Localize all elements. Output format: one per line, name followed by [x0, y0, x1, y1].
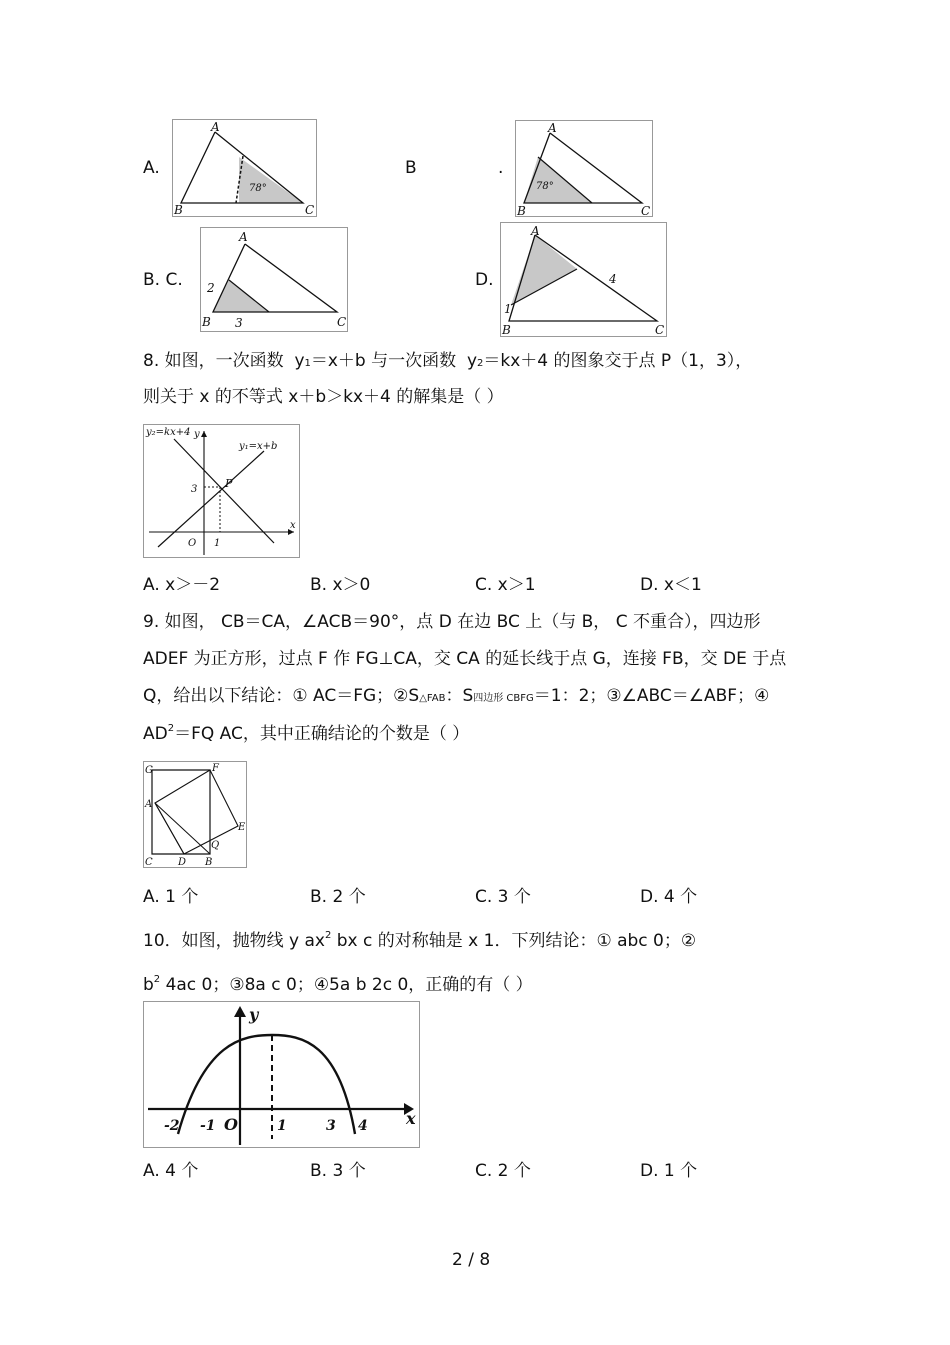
page-number: 2 / 8	[452, 1250, 491, 1270]
q7a-label-c: C	[305, 203, 315, 216]
q10-line-2: $b^2$ 4ac 0；③8a c 0；④5a b 2c 0，正确的有（ ）	[143, 974, 533, 995]
q7b-label-a: A	[548, 121, 557, 135]
q7b-label-c: C	[641, 204, 651, 216]
q7d-label-a: A	[531, 224, 540, 238]
q8-option-b: B. x＞0	[310, 575, 371, 595]
q10-fig-label-x: x	[406, 1109, 416, 1128]
q7c-num-2: 2	[207, 281, 215, 295]
q7b-angle: 78°	[536, 181, 554, 192]
q7-option-c-label: B. C.	[143, 270, 183, 290]
q8-line-1: 8. 如图，一次函数 y1＝x＋b 与一次函数 y2＝kx＋4 的图象交于点 P（1，3），	[143, 351, 753, 371]
q9-option-c: C. 3 个	[475, 887, 531, 907]
q7d-label-c: C	[655, 323, 665, 336]
q8-fig-label-3: 3	[191, 484, 198, 495]
q7d-num-4: 4	[609, 272, 617, 286]
q7-figure-b	[515, 120, 653, 217]
q7a-angle: 78°	[249, 183, 267, 194]
q10-fig-label-minus2: -2	[164, 1118, 180, 1134]
q9-fig-label-f: F	[212, 763, 219, 774]
q9-option-a: A. 1 个	[143, 887, 199, 907]
q10-fig-label-y: y	[249, 1005, 259, 1024]
q10-fig-label-minus1: -1	[200, 1118, 216, 1134]
q7d-label-b: B	[502, 323, 511, 336]
q7-figure-c	[200, 227, 348, 332]
q10-fig-label-o: O	[224, 1115, 238, 1134]
q9-fig-label-d: D	[178, 857, 187, 867]
q8-fig-label-y: y	[194, 429, 200, 440]
q9-fig-label-g: G	[145, 765, 153, 776]
q9-option-d: D. 4 个	[640, 887, 698, 907]
q7c-num-3: 3	[235, 316, 243, 330]
q8-fig-label-y1: y₁=x+b	[239, 441, 278, 452]
q8-fig-label-x: x	[290, 520, 296, 531]
q7b-label-b: B	[517, 204, 526, 216]
q10-option-a: A. 4 个	[143, 1161, 199, 1181]
q10-option-c: C. 2 个	[475, 1161, 531, 1181]
q9-fig-label-b: B	[205, 857, 213, 867]
q7-option-d-label: D.	[475, 270, 494, 290]
q8-option-a: A. x＞－2	[143, 575, 221, 595]
q10-option-d: D. 1 个	[640, 1161, 698, 1181]
q7a-label-a: A	[211, 120, 220, 134]
q10-fig-label-1: 1	[277, 1118, 287, 1134]
q7-option-b-dot: .	[498, 158, 504, 178]
q9-line-4: $AD^2=FQ$ AC，其中正确结论的个数是（ ）	[143, 723, 470, 744]
q9-line-2: ADEF 为正方形，过点 F 作 FG⊥CA，交 CA 的延长线于点 G，连接 FB，交 DE 于点	[143, 649, 787, 669]
q8-fig-label-1: 1	[214, 538, 221, 549]
q9-option-b: B. 2 个	[310, 887, 366, 907]
q9-figure	[143, 761, 247, 868]
q10-option-b: B. 3 个	[310, 1161, 366, 1181]
q7-option-b-label: B	[405, 158, 417, 178]
q9-line-3: Q，给出以下结论：① AC＝FG；②S△FAB：S四边形 CBFG＝1：2；③∠ABC＝∠ABF；④	[143, 686, 770, 706]
q7-figure-d	[500, 222, 667, 337]
q8-option-c: C. x＞1	[475, 575, 536, 595]
q7a-label-b: B	[174, 203, 183, 216]
q7-option-a-label: A.	[143, 158, 160, 178]
q8-fig-label-y2: y₂=kx+4	[146, 427, 191, 438]
q9-fig-label-a: A	[145, 799, 153, 810]
q7c-label-a: A	[239, 230, 248, 244]
q9-fig-label-e: E	[238, 822, 246, 833]
q8-fig-label-o: O	[188, 538, 197, 549]
q10-figure	[143, 1001, 420, 1148]
q7c-label-b: B	[202, 315, 211, 329]
q8-option-d: D. x＜1	[640, 575, 702, 595]
q8-line-2: 则关于 x 的不等式 x＋b＞kx＋4 的解集是（ ）	[143, 387, 504, 407]
q8-figure	[143, 424, 300, 558]
q9-fig-label-c: C	[145, 857, 153, 867]
q9-line-1: 9. 如图， CB＝CA，∠ACB＝90°，点 D 在边 BC 上（与 B， C 不重合），四边形	[143, 612, 761, 632]
q10-line-1: 10．如图，抛物线 y $ax^2$ bx c 的对称轴是 x 1．下列结论：① abc 0；②	[143, 930, 697, 951]
q8-fig-label-p: P	[225, 477, 233, 490]
q9-fig-label-q: Q	[211, 840, 220, 851]
q7-figure-a	[172, 119, 317, 217]
q7c-label-c: C	[337, 315, 347, 329]
q10-fig-label-4: 4	[358, 1118, 368, 1134]
q7d-num-1: 1	[504, 302, 512, 316]
q10-fig-label-3: 3	[326, 1118, 336, 1134]
